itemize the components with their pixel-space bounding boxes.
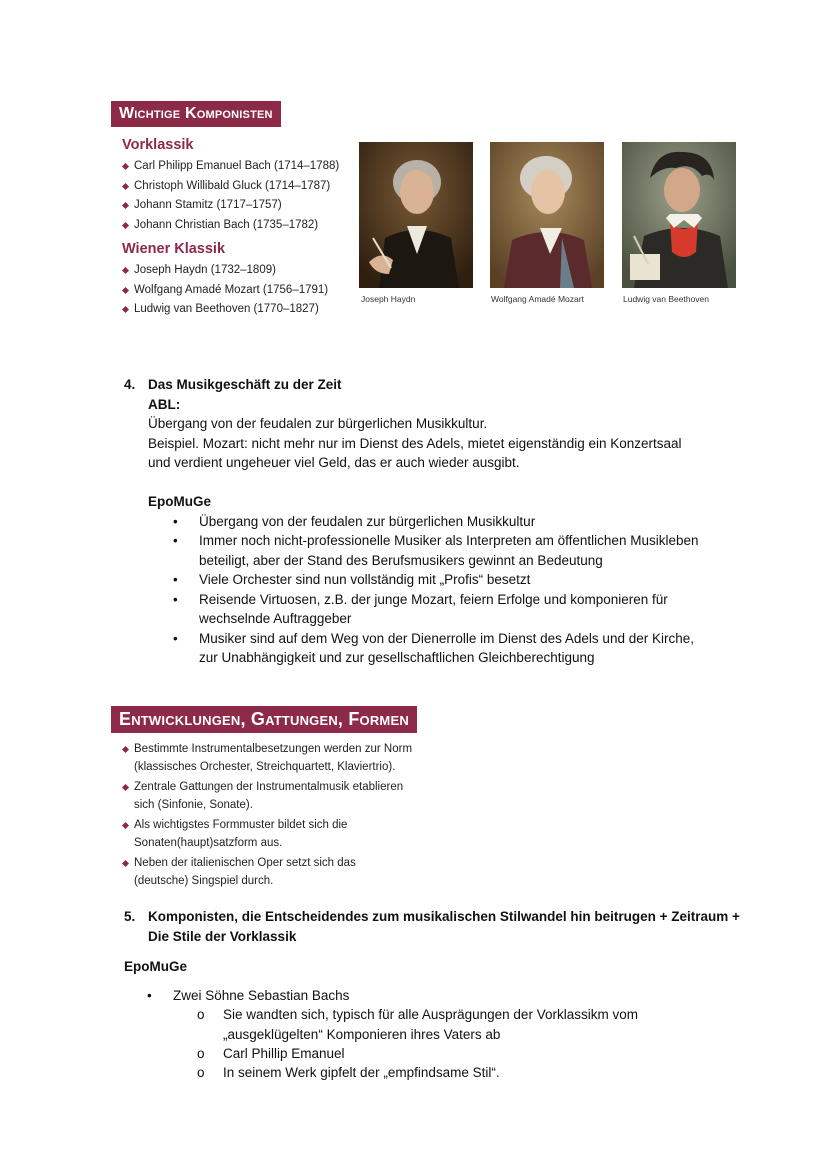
list-item: Zentrale Gattungen der Instrumentalmusik etablieren sich (Sinfonie, Sonate). [122,778,462,814]
section4-number: 4. [124,377,136,392]
list-item: Ludwig van Beethoven (1770–1827) [122,300,328,320]
list-item: Bestimmte Instrumentalbesetzungen werden zur Norm (klassisches Orchester, Streichquartett, Klaviertrio). [122,740,462,776]
bullet-dot: • [147,988,152,1003]
abl-line: Beispiel. Mozart: nicht mehr nur im Dienst des Adels, mietet eigenständig ein Konzertsaal [148,435,682,451]
list-item: • Reisende Virtuosen, z.B. der junge Mozart, feiern Erfolge und komponieren für wechselnde Auftraggeber [173,591,668,626]
section5-bullet: Zwei Söhne Sebastian Bachs [173,988,350,1003]
haydn-portrait [359,142,473,288]
list-item: Wolfgang Amadé Mozart (1756–1791) [122,281,328,301]
caption-haydn: Joseph Haydn [361,294,416,304]
sub-bullet-item: Sie wandten sich, typisch für alle Ausprägungen der Vorklassikm vom „ausgeklügelten“ Komponieren ihres Vaters ab [223,1007,638,1042]
wiener-klassik-heading: Wiener Klassik [122,241,226,257]
section5-title: Komponisten, die Entscheidendes zum musikalischen Stilwandel hin beitrugen + Zeitraum + Die Stile der Vorklassik [148,909,740,944]
wiener-klassik-list [122,261,328,320]
list-item: • Viele Orchester sind nun vollständig mit „Profis“ besetzt [173,572,531,587]
list-item: Johann Christian Bach (1735–1782) [122,216,339,236]
composers-box-title: Wichtige Komponisten [111,101,281,127]
list-item: Christoph Willibald Gluck (1714–1787) [122,177,339,197]
list-item: • Übergang von der feudalen zur bürgerlichen Musikkultur [173,513,536,529]
mozart-portrait [490,142,604,288]
developments-list [122,740,462,892]
list-item: Johann Stamitz (1717–1757) [122,196,339,216]
caption-mozart: Wolfgang Amadé Mozart [491,294,584,304]
epomuge-bullet-list [173,512,788,668]
developments-box-title: Entwicklungen, Gattungen, Formen [111,706,417,733]
abl-line: und verdient ungeheuer viel Geld, das er auch wieder ausgibt. [148,455,520,470]
abl-label: ABL: [148,396,181,412]
sub-bullet-item: Carl Phillip Emanuel [223,1046,345,1061]
sub-bullet-marker: o [197,1046,205,1061]
sub-bullet-marker: o [197,1007,205,1022]
epomuge-label: EpoMuGe [148,494,211,509]
list-item: • Immer noch nicht-professionelle Musiker als Interpreten am öffentlichen Musikleben beteiligt, aber der Stand des Berufsmusikers gewinnt an Bedeutung [173,533,699,568]
list-item: • Musiker sind auf dem Weg von der Dienerrolle im Dienst des Adels und der Kirche, zur Unabhängigkeit und zur gesellschaftlichen Gleichberechtigung [173,630,694,665]
section5-epomuge-label: EpoMuGe [124,959,187,974]
sub-bullet-marker: o [197,1065,205,1080]
abl-line: Übergang von der feudalen zur bürgerlichen Musikkultur. [148,416,488,431]
list-item: Als wichtigstes Formmuster bildet sich die Sonaten(haupt)satzform aus. [122,816,462,852]
beethoven-portrait [622,142,736,288]
sub-bullet-item: In seinem Werk gipfelt der „empfindsame Stil“. [223,1065,500,1080]
vorklassik-heading: Vorklassik [122,137,194,153]
section4-title: Das Musikgeschäft zu der Zeit [148,377,342,392]
list-item: Carl Philipp Emanuel Bach (1714–1788) [122,157,339,177]
list-item: Neben der italienischen Oper setzt sich das (deutsche) Singspiel durch. [122,854,462,890]
caption-beethoven: Ludwig van Beethoven [623,294,710,304]
list-item: Joseph Haydn (1732–1809) [122,261,328,281]
vorklassik-list [122,157,339,235]
section5-number: 5. [124,909,136,924]
section4-body [148,375,788,668]
